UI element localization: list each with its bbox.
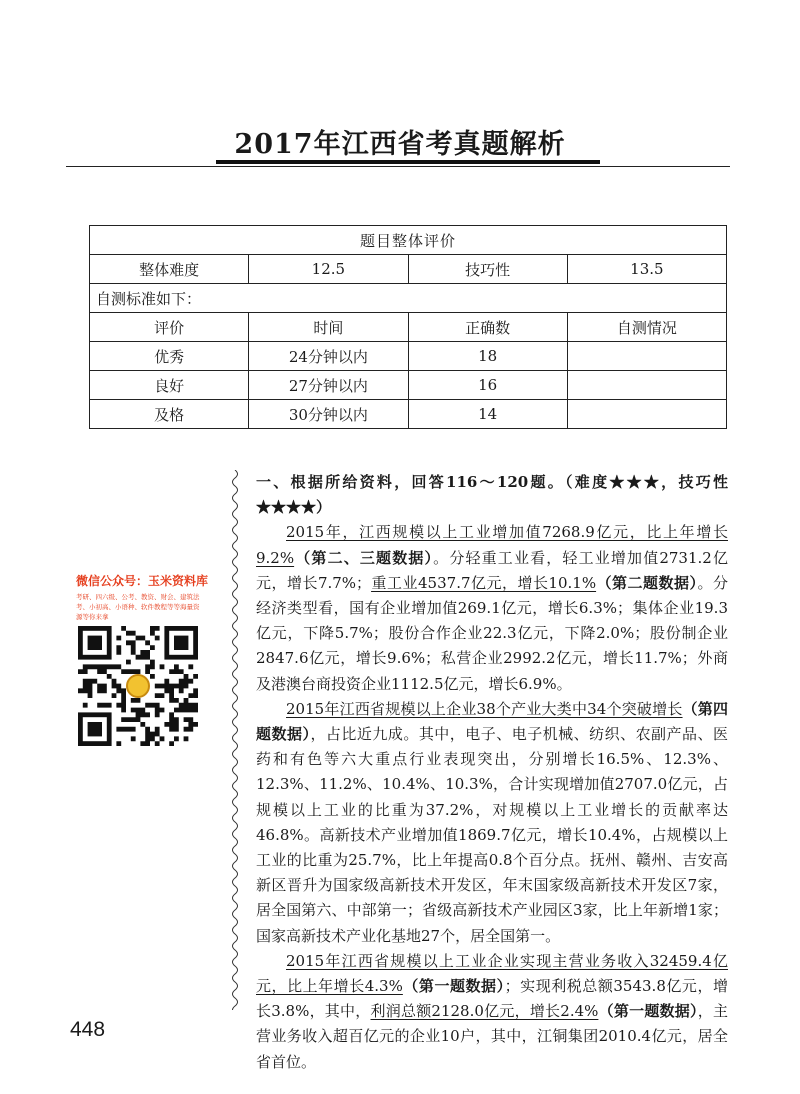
time-cell: 24分钟以内 (249, 342, 408, 371)
question-heading: 一、根据所给资料，回答116～120题。（难度★★★，技巧性★★★★） (256, 473, 728, 517)
data-tag: （第四题数据） (256, 699, 728, 744)
correct-cell: 14 (408, 400, 567, 429)
paragraph-3 (256, 949, 728, 1075)
difficulty-label: 整体难度 (90, 255, 249, 284)
wavy-divider (228, 470, 242, 1010)
self-check-cell (567, 342, 726, 371)
data-tag: （第一题数据） (598, 1002, 698, 1021)
text: 。分经济类型看，国有企业增加值269.1亿元，增长6.3%；集体企业19.3亿元，下降5.7%；股份合作企业22.3亿元，下降2.0%；股份制企业2847.6亿元，增长9.6%；私营企业2992.2亿元，增长11.7%；外商及港澳台商投资企业1112.5亿元，增长6.9%。 (256, 573, 728, 693)
text: ；实现利税总额3543.8亿元，增长3.8%，其中， (256, 977, 728, 1021)
text: ，主营业务收入超百亿元的企业10户，其中，江铜集团2010.4亿元，居全省首位。 (256, 1002, 728, 1071)
data-tag: （第二题数据） (596, 573, 698, 592)
data-tag: （第二、三题数据） (294, 548, 434, 567)
correct-cell: 16 (408, 371, 567, 400)
column-header-row (90, 313, 727, 342)
paragraph-2 (256, 697, 728, 949)
standard-note: 自测标准如下： (90, 284, 727, 313)
wechat-ad (76, 572, 209, 622)
data-tag: （第一题数据） (402, 977, 505, 996)
evaluation-table (89, 225, 727, 429)
page-title: 2017年江西省考真题解析 (234, 129, 566, 160)
page-number: 448 (70, 1018, 106, 1041)
skill-label: 技巧性 (408, 255, 567, 284)
self-check-cell (567, 400, 726, 429)
difficulty-value: 12.5 (249, 255, 408, 284)
text: 。分轻重工业看，轻工业增加值2731.2亿元，增长7.7%； (256, 548, 728, 592)
self-check-cell (567, 371, 726, 400)
question-material (256, 470, 728, 1075)
table-header: 题目整体评价 (90, 226, 727, 255)
table-header-row (90, 226, 727, 255)
table-row (90, 342, 727, 371)
underlined-text: 重工业4537.7亿元，增长10.1% (371, 573, 597, 592)
column-header: 正确数 (408, 313, 567, 342)
text: ，占比近九成。其中，电子、电子机械、纺织、农副产品、医药和有色等六大重点行业表现突出，分别增长16.5%、12.3%、12.3%、11.2%、10.4%、10.3%，合计实现增加值2707.0亿元，占规模以上工业的比重为37.2%，对规模以上工业增长的贡献率达46.8%。高新技术产业增加值1869.7亿元，增长10.4%，占规模以上工业的比重为25.7%，比上年提高0.8个百分点。抚州、赣州、吉安高新区晋升为国家级高新技术开发区，年末国家级高新技术开发区7家，居全国第六、中部第一；省级高新技术产业园区3家，比上年新增1家；国家高新技术产业化基地27个，居全国第一。 (256, 725, 728, 945)
standard-note-row (90, 284, 727, 313)
skill-value: 13.5 (567, 255, 726, 284)
time-cell: 27分钟以内 (249, 371, 408, 400)
difficulty-row (90, 255, 727, 284)
paragraph-1 (256, 520, 728, 696)
time-cell: 30分钟以内 (249, 400, 408, 429)
underlined-text: 2015年江西省规模以上企业38个产业大类中34个突破增长 (286, 699, 683, 718)
table-row (90, 400, 727, 429)
level-cell: 良好 (90, 371, 249, 400)
correct-cell: 18 (408, 342, 567, 371)
underlined-text: 2015年，江西规模以上工业增加值7268.9亿元，比上年增长9.2% (256, 523, 728, 567)
table-row (90, 371, 727, 400)
ad-subtitle: 考研、四六级、公考、教资、财会、建筑法考、小初高、小语种、软件教程等等海量资源等你来拿 (76, 593, 200, 621)
ad-title: 微信公众号：玉米资料库 (76, 574, 209, 588)
level-cell: 及格 (90, 400, 249, 429)
column-header: 评价 (90, 313, 249, 342)
underlined-text: 利润总额2128.0亿元，增长2.4% (370, 1002, 599, 1021)
column-header: 自测情况 (567, 313, 726, 342)
level-cell: 优秀 (90, 342, 249, 371)
title-rule-thin (66, 166, 730, 167)
column-header: 时间 (249, 313, 408, 342)
underlined-text: 2015年江西省规模以上工业企业实现主营业务收入32459.4亿元，比上年增长4.3% (256, 951, 728, 996)
title-rule-thick (216, 160, 600, 164)
qr-code-icon (78, 626, 198, 746)
